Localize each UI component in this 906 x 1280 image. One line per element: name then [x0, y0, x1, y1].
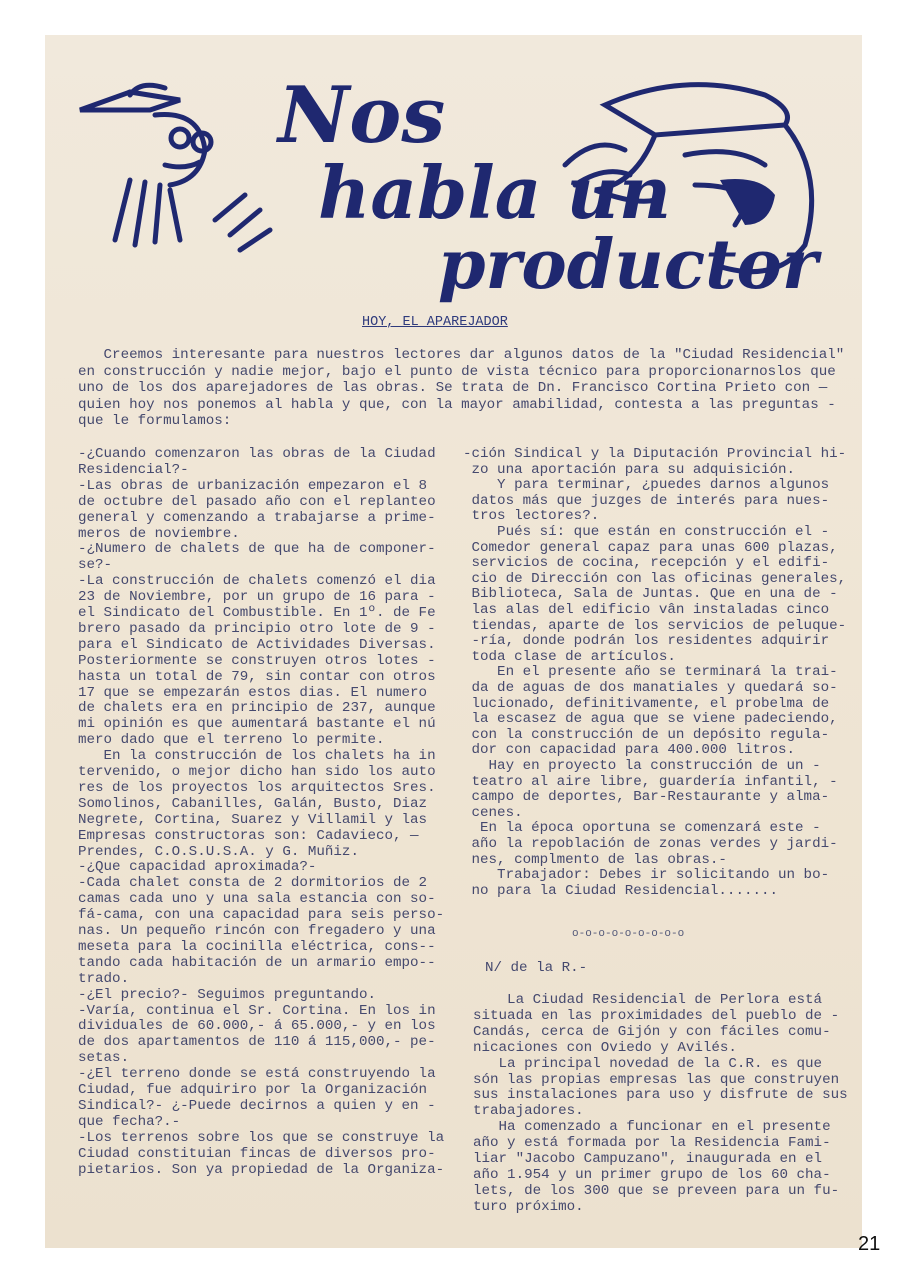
text-line: 23 de Noviembre, por un grupo de 16 para -	[78, 589, 436, 606]
text-line: año 1.954 y un primer grupo de los 60 cha-	[473, 1166, 831, 1183]
text-line: trado.	[78, 970, 130, 987]
text-line: dor con capacidad para 400.000 litros.	[463, 742, 796, 759]
text-line: meros de noviembre.	[78, 525, 240, 542]
text-line: en construcción y nadie mejor, bajo el punto de vista técnico para proporcionarnoslos que	[78, 363, 836, 380]
text-line: turo próximo.	[473, 1198, 584, 1215]
title-habla-un: habla un	[318, 150, 672, 235]
text-line: meseta para la cocinilla eléctrica, cons--	[78, 938, 436, 955]
text-line: pietarios. Son ya propiedad de la Organiza-	[78, 1161, 445, 1178]
text-line: de dos apartamentos de 110 á 115,000,- pe-	[78, 1034, 436, 1051]
text-line: servicios de cocina, recepción y el edifi-	[463, 555, 830, 572]
text-line: da de aguas de dos manatiales y quedará so-	[463, 680, 838, 696]
text-line: -¿Que capacidad aproximada?-	[78, 859, 317, 876]
text-line: la escasez de agua que se viene padeciendo,	[463, 711, 838, 728]
text-line: datos más que juzges de interés para nues-	[463, 492, 830, 509]
text-line: no para la Ciudad Residencial.......	[463, 882, 779, 899]
editor-note-heading: N/ de la R.-	[485, 960, 588, 976]
text-line: En la construcción de los chalets ha in	[78, 748, 436, 765]
text-line: quien hoy nos ponemos al habla y que, con la mayor amabilidad, contesta a las preguntas -	[78, 396, 836, 413]
text-line: Posteriormente se construyen otros lotes -	[78, 652, 436, 669]
text-line: dividuales de 60.000,- á 65.000,- y en los	[78, 1018, 436, 1035]
text-line: són las propias empresas las que construyen	[473, 1071, 840, 1088]
text-line: Biblioteca, Sala de Juntas. Que en una de -	[463, 586, 838, 603]
text-line: toda clase de artículos.	[463, 648, 676, 665]
text-line: Negrete, Cortina, Suarez y Villamil y las	[78, 811, 428, 828]
text-line: fá-cama, con una capacidad para seis perso-	[78, 907, 445, 924]
text-line: Comedor general capaz para unas 600 plazas,	[463, 539, 838, 556]
text-line: -La construcción de chalets comenzó el dia	[78, 573, 436, 590]
text-line: año la repoblación de zonas verdes y jardi-	[463, 836, 838, 852]
text-line: Somolinos, Cabanilles, Galán, Busto, Diaz	[78, 795, 428, 812]
text-line: lucionado, definitivamente, el probelma de	[463, 695, 830, 712]
text-line: Ciudad constituian fincas de diversos pro-	[78, 1145, 436, 1162]
article-subheading: HOY, EL APAREJADOR	[362, 315, 508, 330]
text-line: que le formulamos:	[78, 413, 232, 429]
text-line: setas.	[78, 1050, 130, 1067]
text-line: tros lectores?.	[463, 508, 600, 525]
text-line: -¿El precio?- Seguimos preguntando.	[78, 986, 376, 1003]
text-line: 17 que se empezarán estos dias. El numero	[78, 684, 428, 701]
text-line: Ciudad, fue adquiriro por la Organización	[78, 1082, 428, 1098]
text-line: general y comenzando a trabajarse a prime-	[78, 509, 436, 526]
text-line: cio de Dirección con las oficinas generales,	[463, 570, 847, 587]
page-number: 21	[858, 1233, 881, 1255]
text-line: el Sindicato del Combustible. En 1º. de Fe	[78, 605, 436, 621]
title-productor: productor	[438, 225, 818, 305]
text-line: lets, de los 300 que se preveen para un fu-	[473, 1182, 840, 1199]
text-line: -ría, donde podrán los residentes adquirir	[463, 633, 830, 650]
text-line: de chalets era en principio de 237, aunque	[78, 700, 436, 717]
text-line: camas cada uno y una sala estancia con so-	[78, 891, 436, 908]
text-line: tervenido, o mejor dicho han sido los auto	[78, 764, 436, 780]
text-line: situada en las proximidades del pueblo de -	[473, 1007, 840, 1024]
text-line: -Varía, continua el Sr. Cortina. En los in	[78, 1002, 436, 1019]
text-line: de octubre del pasado año con el replanteo	[78, 493, 436, 510]
text-line: Trabajador: Debes ir solicitando un bo-	[463, 867, 830, 884]
text-line: zo una aportación para su adquisición.	[463, 461, 796, 478]
text-line: para el Sindicato de Actividades Diversas.	[78, 636, 436, 653]
text-line: tando cada habitación de un armario empo--	[78, 954, 436, 971]
section-divider-ornament: o-o-o-o-o-o-o-o-o	[572, 928, 685, 940]
text-line: -Los terrenos sobre los que se construye la	[78, 1129, 445, 1146]
text-line: sus instalaciones para uso y disfrute de sus	[473, 1087, 848, 1104]
text-line: En el presente año se terminará la trai-	[463, 664, 838, 681]
text-line: Sindical?- ¿-Puede decirnos a quien y en -	[78, 1097, 436, 1114]
text-line: mi opinión es que aumentará bastante el nú	[78, 716, 436, 733]
title-nos: Nos	[278, 70, 446, 161]
text-line: -¿El terreno donde se está construyendo la	[78, 1066, 436, 1083]
text-line: año y está formada por la Residencia Fami-	[473, 1135, 831, 1152]
text-line: tiendas, aparte de los servicios de peluque-	[463, 617, 847, 634]
text-line: liar "Jacobo Campuzano", inaugurada en el	[473, 1151, 823, 1167]
text-line: nicaciones con Oviedo y Avilés.	[473, 1039, 737, 1056]
text-line: hasta un total de 79, sin contar con otros	[78, 668, 436, 685]
text-line: Hay en proyecto la construcción de un -	[463, 758, 821, 774]
text-line: uno de los dos aparejadores de las obras. Se trata de Dn. Francisco Cortina Prieto con —	[78, 380, 828, 396]
text-line: Empresas constructoras son: Cadavieco, —	[78, 827, 419, 844]
text-line: Y para terminar, ¿puedes darnos algunos	[463, 477, 830, 494]
text-line: nas. Un pequeño rincón con fregadero y una	[78, 923, 436, 939]
text-line: campo de deportes, Bar-Restaurante y alma-	[463, 789, 830, 806]
text-line: mero dado que el terreno lo permite.	[78, 732, 385, 749]
text-line: nes, complmento de las obras.-	[463, 851, 727, 868]
text-line: Prendes, C.O.S.U.S.A. y G. Muñiz.	[78, 843, 359, 860]
text-line: que fecha?.-	[78, 1113, 181, 1130]
text-line: las alas del edificio vân instaladas cinco	[463, 602, 830, 618]
text-line: -Las obras de urbanización empezaron el 8	[78, 477, 428, 494]
text-line: Pués sí: que están en construcción el -	[463, 524, 830, 540]
text-line: res de los proyectos los arquitectos Sres.	[78, 779, 436, 796]
text-line: -ción Sindical y la Diputación Provincial hi-	[463, 446, 847, 462]
text-line: se?-	[78, 557, 113, 574]
text-line: Ha comenzado a funcionar en el presente	[473, 1119, 831, 1136]
text-line: En la época oportuna se comenzará este -	[463, 820, 821, 837]
text-line: brero pasado da principio otro lote de 9 -	[78, 620, 436, 637]
cartoon-left-man-icon	[70, 70, 280, 260]
text-line: Residencial?-	[78, 461, 189, 478]
text-line: -Cada chalet consta de 2 dormitorios de 2	[78, 875, 428, 892]
text-line: -¿Numero de chalets de que ha de componer-	[78, 541, 436, 558]
text-line: cenes.	[463, 804, 523, 821]
text-line: La Ciudad Residencial de Perlora está	[473, 992, 823, 1008]
text-line: teatro al aire libre, guardería infantil, -	[463, 773, 838, 790]
text-line: con la construcción de un depósito regula-	[463, 726, 830, 743]
text-line: La principal novedad de la C.R. es que	[473, 1055, 823, 1072]
text-line: Creemos interesante para nuestros lectores dar algunos datos de la "Ciudad Residencial"	[78, 347, 845, 363]
text-line: Candás, cerca de Gijón y con fáciles comu-	[473, 1023, 831, 1040]
text-line: -¿Cuando comenzaron las obras de la Ciudad	[78, 446, 436, 462]
text-line: trabajadores.	[473, 1103, 584, 1120]
